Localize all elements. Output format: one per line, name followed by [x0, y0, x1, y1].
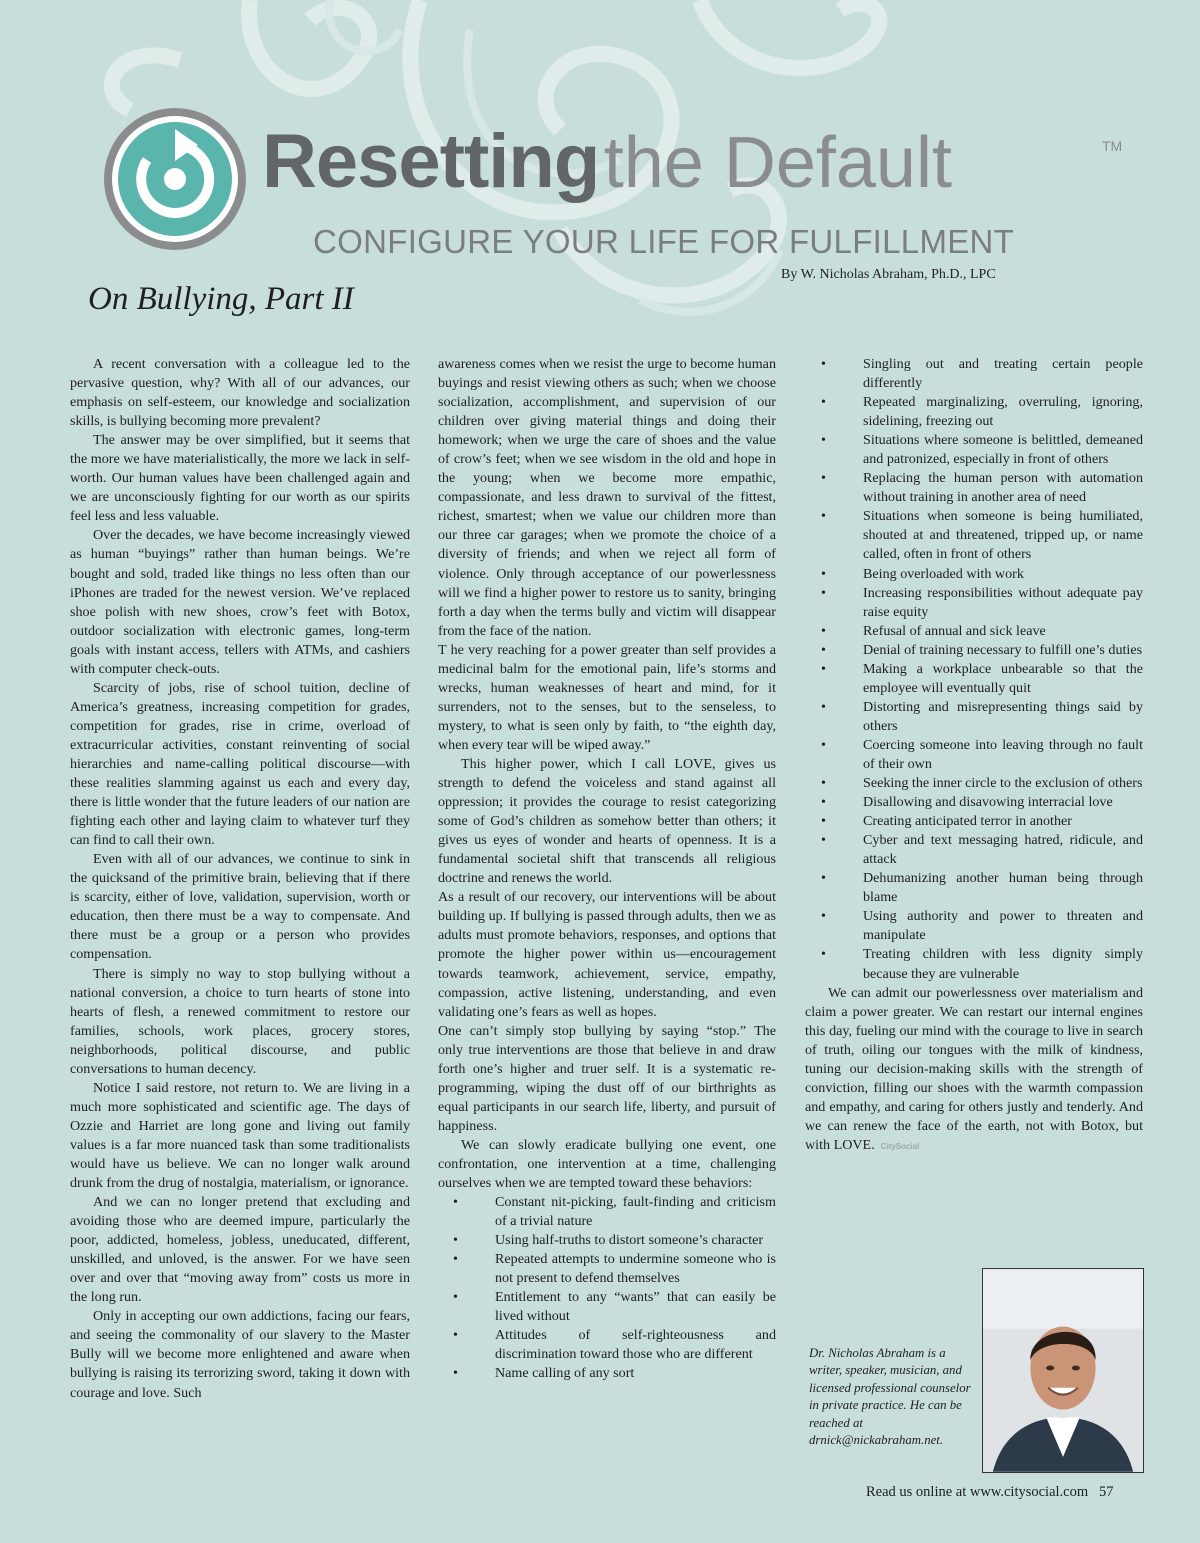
- bullet-marker: •: [821, 908, 826, 925]
- list-item: • Treating children with less dignity simply because they are vulnerable: [821, 946, 1143, 982]
- bullet-marker: •: [821, 394, 826, 411]
- list-item: • Replacing the human person with automation without training in another area of need: [821, 470, 1143, 506]
- paragraph: A recent conversation with a colleague led to the pervasive question, why? With all of our advances, our emphasis on self-esteem, our knowledge and socialization skills, is bullying becoming more prevalent?: [70, 356, 410, 430]
- bullet-marker: •: [821, 794, 826, 811]
- list-item: • Increasing responsibilities without adequate pay raise equity: [821, 584, 1143, 620]
- list-item: • Distorting and misrepresenting things said by others: [821, 698, 1143, 734]
- byline: By W. Nicholas Abraham, Ph.D., LPC: [781, 267, 996, 282]
- paragraph: Only in accepting our own addictions, facing our fears, and seeing the commonality of our slavery to the Master Bully will we become more enlightened and aware when bullying is raising its terrorizing sword, taking it down with courage and love. Such: [70, 1308, 410, 1401]
- list-item: • Constant nit-picking, fault-finding and criticism of a trivial nature: [453, 1194, 776, 1230]
- text-column-1: [70, 355, 410, 1403]
- bullet-marker: •: [821, 698, 826, 715]
- list-item: • Coercing someone into leaving through no fault of their own: [821, 736, 1143, 772]
- text-column-3: [805, 355, 1143, 1156]
- behavior-list: [805, 355, 1143, 984]
- bullet-marker: •: [821, 565, 826, 582]
- bullet-marker: •: [453, 1327, 458, 1344]
- bullet-marker: •: [821, 870, 826, 887]
- list-item: • Seeking the inner circle to the exclusion of others: [805, 774, 1143, 793]
- list-item: • Using half-truths to distort someone’s character: [438, 1231, 776, 1250]
- list-item: • Refusal of annual and sick leave: [805, 622, 1143, 641]
- paragraph: One can’t simply stop bullying by saying “stop.” The only true interventions are those that believe in and draw forth one’s higher and truer self. It is a systematic re-programming, wiping the dust off of our birthrights as equal participants in our search life, liberty, and pursuit of happiness.: [438, 1022, 801, 1134]
- paragraph: awareness comes when we resist the urge to become human buyings and resist viewing others as such; when we choose socialization, accomplishment, and supervision of our children over giving material things and doing their homework; when we urge the care of shoes and the value of crow’s feet; when we see wisdom in the old and hope in the young; when we become more empathic, compassionate, and less drawn to survival of the fittest, richest, smartest; when we value our children more than our three car garages; when we promote the choice of a diversity of friends; and when we reject all form of violence. Only through acceptance of our powerlessness will we find a higher power to restore us to sanity, bringing forth a day when the terms bully and victim will disappear from the face of the nation.: [438, 356, 776, 639]
- paragraph: Even with all of our advances, we continue to sink in the quicksand of the primitive brain, believing that if there is scarcity, either of love, validation, supervision, worth or education, then there must be a way to compensate. And there must be a group or a person who provides compensation.: [70, 851, 410, 963]
- bullet-marker: •: [821, 432, 826, 449]
- bullet-marker: •: [821, 813, 826, 830]
- page-number: 57: [1099, 1484, 1114, 1500]
- list-item: • Repeated attempts to undermine someone who is not present to defend themselves: [453, 1251, 776, 1287]
- bullet-marker: •: [821, 622, 826, 639]
- list-item: • Situations where someone is belittled, demeaned and patronized, especially in front of others: [821, 432, 1143, 468]
- list-item: • Cyber and text messaging hatred, ridicule, and attack: [821, 832, 1143, 868]
- author-bio: Dr. Nicholas Abraham is a writer, speaker, musician, and licensed professional counselor in private practice. He can be reached at drnick@nickabraham.net.: [809, 1346, 971, 1448]
- bullet-marker: •: [821, 736, 826, 753]
- paragraph: Scarcity of jobs, rise of school tuition, decline of America’s greatness, increasing competition for grades, competition for grades, rise in crime, overload of extracurricular activities, constant reinventing of social hierarchies and name-calling political discourse—with these realities slamming against us each and every day, there is little wonder that the future leaders of our nation are fighting each other and laying claim to whatever turf they can find to call their own.: [70, 679, 410, 849]
- bullet-marker: •: [453, 1194, 458, 1211]
- footer-url-text: Read us online at www.citysocial.com: [866, 1484, 1089, 1500]
- article-title: On Bullying, Part II: [88, 281, 354, 317]
- paragraph: The answer may be over simplified, but it seems that the more we have materialistically, the more we lack in self-worth. Our human values have been challenged again and we are unconsciously fighting for our worth as our spirits feel less and less valuable.: [70, 432, 410, 525]
- list-item: • Name calling of any sort: [438, 1364, 776, 1383]
- list-item: • Situations when someone is being humiliated, shouted at and threatened, tripped up, or name called, often in front of others: [821, 508, 1143, 563]
- list-item: • Denial of training necessary to fulfill one’s duties: [805, 641, 1143, 660]
- title-light-words: the Default: [603, 123, 952, 203]
- bullet-marker: •: [453, 1289, 458, 1306]
- paragraph: And we can no longer pretend that excluding and avoiding those who are deemed impure, particularly the poor, addicted, homeless, jobless, uneducated, different, unskilled, and unloved, is the answer. For we have seen over and over that “moving away from” costs us more in the long run.: [70, 1194, 410, 1306]
- bullet-marker: •: [821, 356, 826, 372]
- list-item: • Making a workplace unbearable so that the employee will eventually quit: [821, 660, 1143, 696]
- list-item: • Singling out and treating certain people differently: [821, 356, 1143, 392]
- page-footer: [866, 1484, 1114, 1501]
- bullet-marker: •: [821, 832, 826, 849]
- reset-arrow-icon: [100, 104, 250, 254]
- masthead-title: [262, 118, 952, 214]
- closing-paragraph: We can admit our powerlessness over materialism and claim a power greater. We can restart our internal engines this day, fueling our mind with the courage to live in search of truth, oiling our tongues with the milk of kindness, tuning our decision-making skills with the strength of conviction, filling our shoes with the warmth compassion and empathy, and caring for others justly and tenderly. And we can renew the face of the earth, not with Botox, but with LOVE. CitySocial: [805, 984, 1143, 1153]
- list-item: • Entitlement to any “wants” that can easily be lived without: [453, 1289, 776, 1325]
- paragraph: This higher power, which I call LOVE, gives us strength to defend the voiceless and stand against all oppression; it provides the courage to resist categorizing some of God’s children as somehow better than others; it gives us eyes of wonder and hearts of openness. It is a fundamental societal shift that transcends all religious doctrine and renews the world.: [438, 755, 776, 887]
- bullet-marker: •: [453, 1365, 458, 1382]
- tagline: CONFIGURE YOUR LIFE FOR FULFILLMENT: [313, 223, 1015, 260]
- bullet-marker: •: [821, 660, 826, 677]
- list-item: • Being overloaded with work: [805, 565, 1143, 584]
- citysocial-end-mark: CitySocial: [880, 1141, 920, 1151]
- bullet-marker: •: [453, 1251, 458, 1268]
- bullet-marker: •: [821, 946, 826, 963]
- list-item: • Attitudes of self-righteousness and discrimination toward those who are different: [453, 1327, 776, 1363]
- list-item: • Repeated marginalizing, overruling, ignoring, sidelining, freezing out: [821, 394, 1143, 430]
- paragraph: There is simply no way to stop bullying without a national conversion, a choice to turn hearts of stone into hearts of flesh, a renewed commitment to restore our families, schools, work places, grocery stores, neighborhoods, political discourse, and public conversations to human decency.: [70, 965, 410, 1077]
- list-item: • Creating anticipated terror in another: [805, 812, 1143, 831]
- bullet-marker: •: [821, 641, 826, 658]
- bullet-marker: •: [821, 775, 826, 792]
- bullet-marker: •: [821, 508, 826, 525]
- list-item: • Dehumanizing another human being through blame: [821, 870, 1143, 906]
- trademark-mark: TM: [1102, 138, 1123, 154]
- paragraph: T he very reaching for a power greater than self provides a medicinal balm for the emotional pain, life’s storms and wrecks, human weaknesses of heart and mind, for it surrenders, not to the senses, but to the senseless, to mystery, to what is seen only by faith, to “the eighth day, when every tear will be wiped away.”: [438, 641, 776, 753]
- bullet-marker: •: [453, 1232, 458, 1249]
- list-item: • Using authority and power to threaten and manipulate: [821, 908, 1143, 944]
- author-photo: [982, 1268, 1144, 1473]
- bullet-marker: •: [821, 470, 826, 487]
- paragraph: Over the decades, we have become increasingly viewed as human “buyings” rather than human beings. We’re bought and sold, traded like things no less often than our iPhones are traded for the newest version. We’ve replaced shoe polish with new shoes, crow’s feet with Botox, outdoor socialization with electronic games, long-term goals with instant access, tellers with ATMs, and cashiers with computer check-outs.: [70, 527, 410, 677]
- behavior-list: [438, 1193, 776, 1383]
- paragraph: We can slowly eradicate bullying one event, one confrontation, one intervention at a time, challenging ourselves when we are tempted toward these behaviors:: [438, 1136, 776, 1192]
- bullet-marker: •: [821, 584, 826, 601]
- paragraph: Notice I said restore, not return to. We are living in a much more sophisticated and scientific age. The days of Ozzie and Harriet are long gone and living out family values is a far more nuanced task than some traditionalists would have us believe. We can no longer walk around drunk from the drug of nostalgia, materialism, or ignorance.: [70, 1079, 410, 1192]
- text-column-2: [438, 355, 801, 1384]
- title-bold-word: Resetting: [262, 119, 600, 204]
- paragraph: As a result of our recovery, our interventions will be about building up. If bullying is passed through adults, then we as adults must promote behaviors, responses, and options that promote the higher power within us—encouragement towards teamwork, achievement, service, empathy, compassion, active listening, understanding, and even validating one’s fears as well as hopes.: [438, 889, 776, 1020]
- list-item: • Disallowing and disavowing interracial love: [805, 793, 1143, 812]
